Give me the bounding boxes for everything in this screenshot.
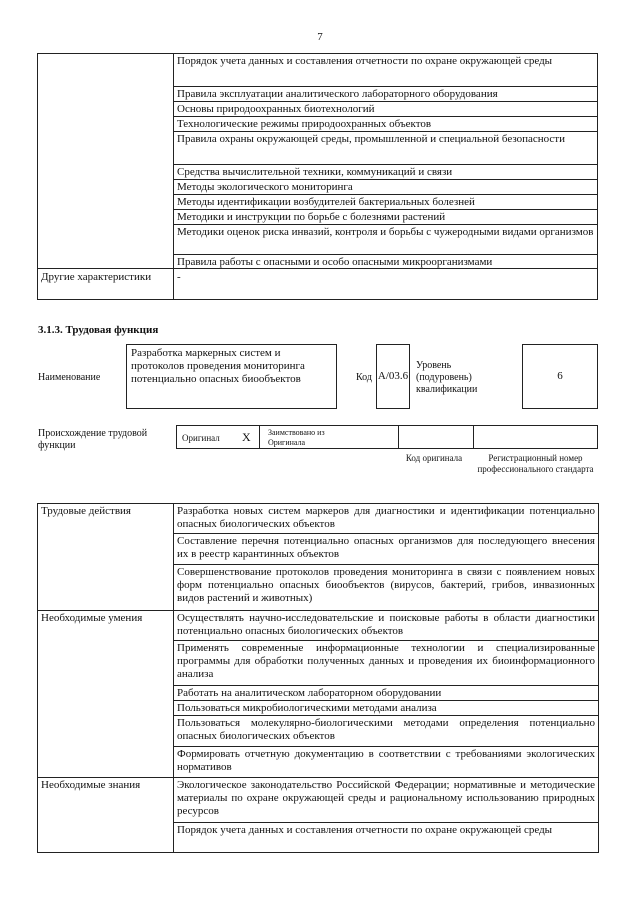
table-row: Правила эксплуатации аналитического лабораторного оборудования [174, 87, 598, 102]
original-label: Оригинал [182, 433, 220, 443]
table-row: Методики оценок риска инвазий, контроля и борьбы с чужеродными видами организмов [174, 225, 598, 255]
origin-code-caption: Код оригинала [405, 453, 463, 463]
origin-label: Происхождение трудовой функции [38, 428, 148, 451]
function-name-value: Разработка маркерных систем и протоколов проведения мониторинга потенциально опасных биообъектов [131, 347, 305, 385]
level-box [522, 344, 598, 409]
origin-borrowed-cell [259, 425, 399, 449]
labor-actions-label: Трудовые действия [38, 504, 174, 611]
table-row: Порядок учета данных и составления отчетности по охране окружающей среды [174, 823, 599, 853]
labor-function-table [37, 503, 599, 853]
other-characteristics-value: - [174, 269, 598, 300]
origin-code-cell [398, 425, 474, 449]
table-row: Совершенствование протоколов проведения мониторинга в связи с появлением новых форм потенциально опасных биообъектов (вирусов, бактерий, грибов, инвазионных видов растений и животных) [174, 565, 599, 611]
borrowed-label: Заимствовано из Оригинала [268, 428, 325, 447]
origin-reg-cell [473, 425, 598, 449]
table-row: Применять современные информационные технологии и специализированные программы для обработки полученных данных и проведения их биоинформационного анализа [174, 641, 599, 686]
level-label: Уровень (подуровень) квалификации [416, 360, 478, 395]
level-value: 6 [557, 370, 563, 382]
code-box [376, 344, 410, 409]
table-row: Пользоваться молекулярно-биологическими методами определения потенциально опасных биологических объектов [174, 716, 599, 747]
other-characteristics-label: Другие характеристики [38, 269, 174, 300]
origin-original-cell [176, 425, 260, 449]
table-row: Работать на аналитическом лабораторном оборудовании [174, 686, 599, 701]
table-row: Осуществлять научно-исследовательские и поисковые работы в области диагностики потенциально опасных биологических объектов [174, 611, 599, 641]
table-row: Технологические режимы природоохранных объектов [174, 117, 598, 132]
table-row: Методы экологического мониторинга [174, 180, 598, 195]
table-row: Методы идентификации возбудителей бактериальных болезней [174, 195, 598, 210]
table-row: Правила работы с опасными и особо опасными микроорганизмами [174, 255, 598, 269]
table-row: Методики и инструкции по борьбе с болезнями растений [174, 210, 598, 225]
table-cell-left-span [38, 54, 174, 269]
table-row: Экологическое законодательство Российской Федерации; нормативные и методические материалы по охране окружающей среды и рациональному использованию природных ресурсов [174, 778, 599, 823]
skills-label: Необходимые умения [38, 611, 174, 778]
function-name-box [126, 344, 337, 409]
origin-reg-caption: Регистрационный номер профессионального стандарта [477, 453, 594, 474]
code-label: Код [356, 372, 372, 383]
table-row: Правила охраны окружающей среды, промышленной и специальной безопасности [174, 132, 598, 165]
section-title: 3.1.3. Трудовая функция [38, 324, 159, 336]
code-value: A/03.6 [377, 370, 409, 382]
table-row: Составление перечня потенциально опасных организмов для последующего внесения их в реестр карантинных объектов [174, 534, 599, 565]
original-mark: X [242, 430, 251, 444]
table-row: Порядок учета данных и составления отчетности по охране окружающей среды [174, 54, 598, 87]
table-row: Разработка новых систем маркеров для диагностики и идентификации потенциально опасных биологических объектов [174, 504, 599, 534]
table-row: Пользоваться микробиологическими методами анализа [174, 701, 599, 716]
name-label: Наименование [38, 372, 101, 383]
page-number: 7 [317, 31, 323, 43]
table-row: Формировать отчетную документацию в соответствии с требованиями экологических нормативов [174, 747, 599, 778]
table-row: Средства вычислительной техники, коммуникаций и связи [174, 165, 598, 180]
table-row: Основы природоохранных биотехнологий [174, 102, 598, 117]
knowledge-continuation-table [37, 53, 598, 300]
knowledge-label: Необходимые знания [38, 778, 174, 853]
